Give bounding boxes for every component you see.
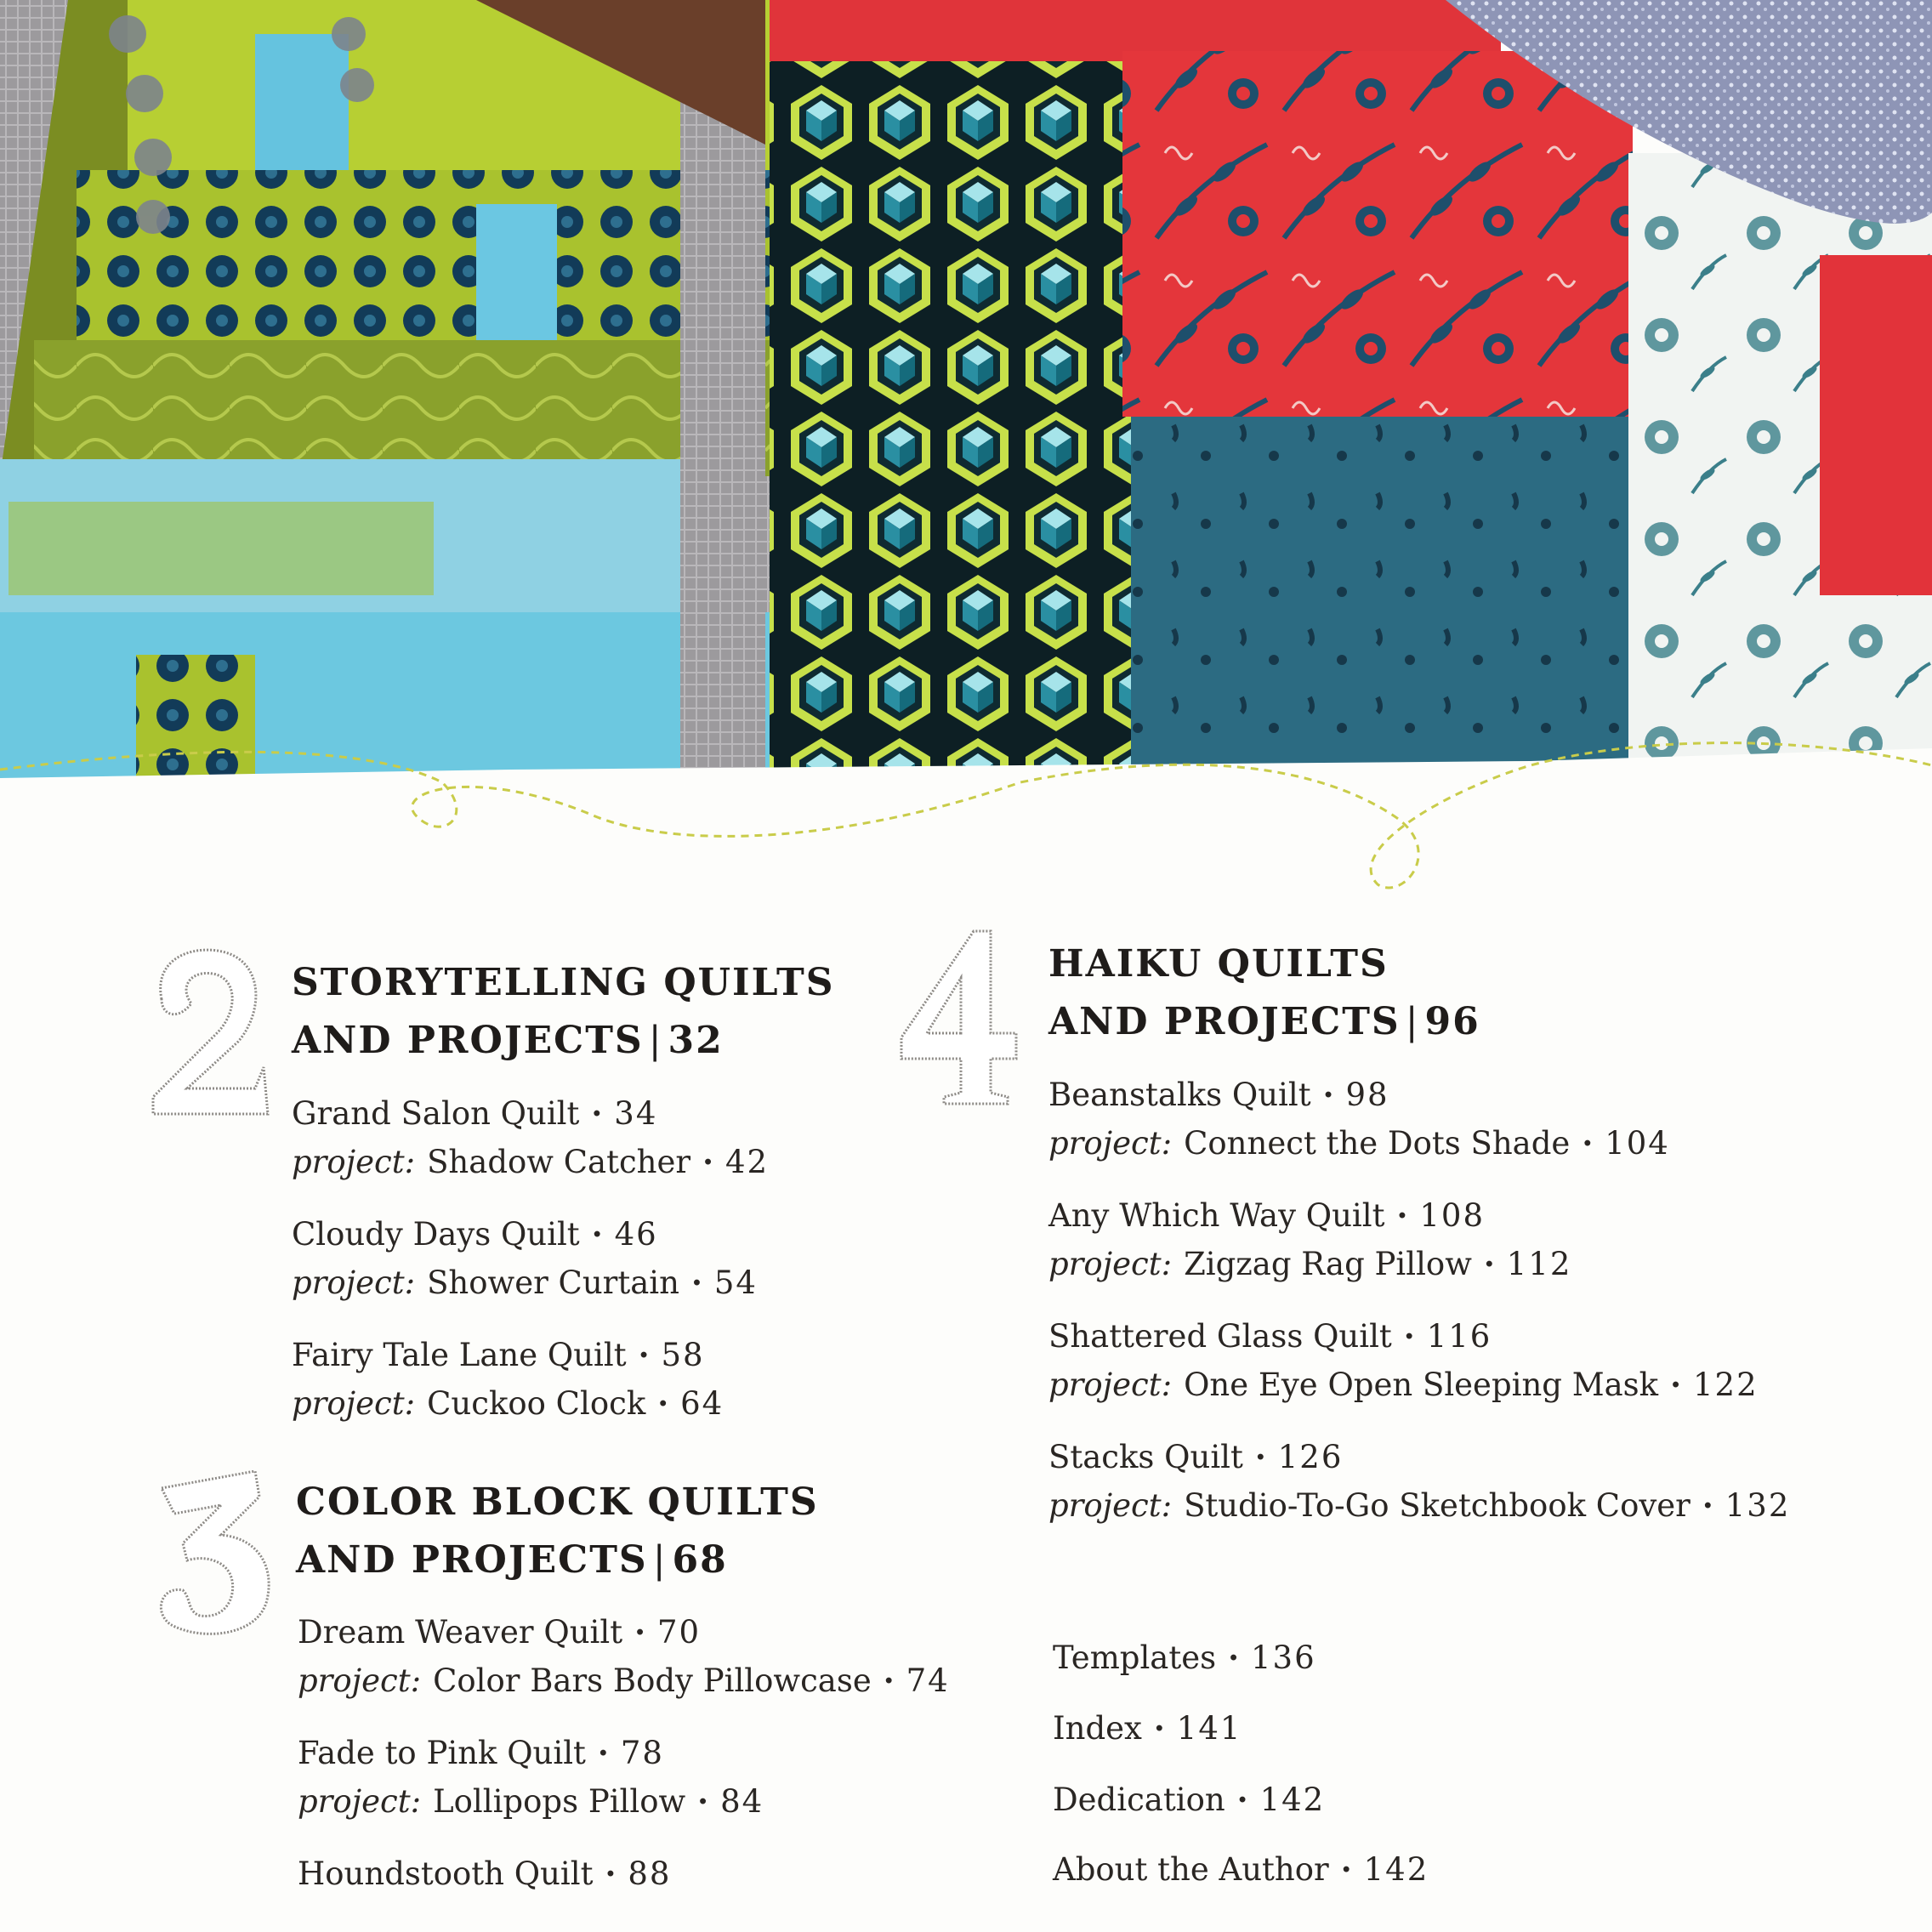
toc-entry-name: Stacks Quilt [1048, 1439, 1243, 1475]
separator-dot: · [1702, 1486, 1713, 1524]
separator-dot: · [638, 1336, 650, 1373]
chapter-4-title-line1: HAIKU QUILTS [1048, 942, 1389, 986]
toc-entry[interactable] [1048, 1190, 1485, 1241]
toc-entry[interactable] [1053, 1703, 1242, 1753]
project-label: project: [1048, 1246, 1173, 1282]
toc-entry-page: 132 [1725, 1487, 1791, 1524]
chapter-3-page: 68 [672, 1538, 728, 1582]
toc-entry-name: Houndstooth Quilt [298, 1855, 594, 1892]
toc-entry-name: Grand Salon Quilt [292, 1095, 580, 1132]
toc-entry-name: Zigzag Rag Pillow [1184, 1246, 1472, 1282]
toc-entry-name: Any Which Way Quilt [1048, 1197, 1385, 1234]
chapter-3-title-line1: COLOR BLOCK QUILTS [296, 1480, 819, 1524]
separator-dot: · [1254, 1438, 1266, 1475]
toc-entry[interactable] [1048, 1480, 1790, 1531]
toc-entry[interactable] [298, 1776, 764, 1827]
toc-entry-name: Studio-To-Go Sketchbook Cover [1184, 1487, 1690, 1524]
toc-entry[interactable] [292, 1137, 769, 1187]
toc-entry-page: 46 [614, 1216, 658, 1253]
toc-entry-page: 142 [1259, 1781, 1326, 1818]
toc-entry-page: 34 [614, 1095, 658, 1132]
toc-entry-page: 70 [656, 1614, 702, 1651]
separator-dot: · [883, 1662, 895, 1699]
chapter-2-page: 32 [668, 1019, 724, 1062]
chapter-2-title[interactable]: STORYTELLING QUILTS AND PROJECTS | 32 [292, 954, 834, 1070]
project-label: project: [298, 1662, 422, 1699]
project-label: project: [292, 1264, 416, 1301]
toc-entry[interactable] [292, 1330, 705, 1380]
toc-entry-name: Templates [1053, 1639, 1217, 1676]
toc-entry-name: Shadow Catcher [427, 1144, 691, 1180]
toc-entry-name: Color Bars Body Pillowcase [433, 1662, 872, 1699]
toc-entry-name: Cloudy Days Quilt [292, 1216, 580, 1253]
toc-entry-page: 142 [1363, 1851, 1429, 1888]
project-label: project: [1048, 1487, 1173, 1524]
separator-dot: · [697, 1782, 709, 1820]
project-label: project: [1048, 1125, 1173, 1162]
toc-entry-page: 141 [1176, 1710, 1242, 1747]
toc-entry[interactable] [1048, 1070, 1389, 1120]
chapter-2-title-line1: STORYTELLING QUILTS [292, 961, 835, 1004]
toc-entry-page: 84 [720, 1783, 764, 1820]
toc-entry-page: 58 [661, 1337, 705, 1373]
toc-entry-name: Fade to Pink Quilt [298, 1735, 586, 1771]
toc-entry-name: Cuckoo Clock [427, 1385, 646, 1422]
toc-entry-name: Shattered Glass Quilt [1048, 1318, 1392, 1355]
toc-entry[interactable] [1053, 1844, 1429, 1895]
separator-dot: · [1670, 1366, 1681, 1403]
chapter-number-2-outline [145, 940, 272, 1118]
chapter-2-title-line2: AND PROJECTS [292, 1019, 644, 1062]
toc-entry[interactable] [298, 1849, 671, 1899]
toc-entry-name: Connect the Dots Shade [1184, 1125, 1571, 1162]
chapter-number-3-outline [149, 1463, 276, 1641]
toc-entry[interactable] [292, 1378, 724, 1429]
toc-entry[interactable] [292, 1209, 658, 1259]
separator-dot: · [1322, 1076, 1334, 1113]
toc-entry-name: Fairy Tale Lane Quilt [292, 1337, 627, 1373]
separator-dot: · [657, 1384, 669, 1422]
separator-dot: · [1396, 1196, 1408, 1234]
toc-entry-name: Dedication [1053, 1781, 1225, 1818]
toc-entry[interactable] [298, 1607, 701, 1657]
toc-entry-name: Dream Weaver Quilt [298, 1614, 623, 1651]
separator-dot: · [1153, 1709, 1165, 1747]
separator-dot: · [1403, 1317, 1415, 1355]
toc-entry[interactable] [298, 1656, 950, 1706]
separator-dot: · [591, 1215, 603, 1253]
toc-entry[interactable] [1048, 1118, 1670, 1168]
project-label: project: [1048, 1367, 1173, 1403]
toc-entry[interactable] [1053, 1775, 1325, 1825]
toc-entry-page: 136 [1251, 1639, 1316, 1676]
toc-entry[interactable] [1048, 1360, 1759, 1410]
quilt-photo [0, 0, 1932, 901]
toc-entry-page: 88 [628, 1855, 672, 1892]
toc-entry[interactable] [292, 1088, 657, 1139]
project-label: project: [298, 1783, 422, 1820]
toc-entry-page: 74 [906, 1662, 950, 1699]
separator-dot: · [690, 1264, 702, 1301]
separator-dot: · [702, 1143, 713, 1180]
toc-entry-page: 104 [1605, 1125, 1670, 1162]
chapter-4-title[interactable]: HAIKU QUILTS AND PROJECTS | 96 [1048, 935, 1480, 1051]
separator-dot: · [1228, 1639, 1240, 1676]
toc-entry-page: 98 [1345, 1077, 1389, 1113]
toc-entry-name: Beanstalks Quilt [1048, 1077, 1311, 1113]
toc-entry[interactable] [1048, 1239, 1571, 1289]
chapter-number-4-outline [893, 927, 1020, 1105]
separator-dot: · [1236, 1781, 1248, 1818]
toc-entry[interactable] [292, 1258, 758, 1308]
toc-entry[interactable] [298, 1728, 664, 1778]
separator-dot: · [1582, 1124, 1594, 1162]
separator-dot: · [1483, 1245, 1495, 1282]
project-label: project: [292, 1144, 416, 1180]
toc-entry-page: 54 [713, 1264, 758, 1301]
toc-entry-page: 116 [1426, 1318, 1492, 1355]
separator-dot: · [605, 1855, 617, 1892]
toc-entry-name: Shower Curtain [427, 1264, 679, 1301]
separator-dot: · [634, 1613, 645, 1651]
toc-entry[interactable] [1048, 1311, 1492, 1361]
toc-entry-page: 122 [1693, 1367, 1759, 1403]
toc-entry[interactable] [1048, 1432, 1343, 1482]
toc-entry-name: One Eye Open Sleeping Mask [1184, 1367, 1659, 1403]
separator-dot: · [597, 1734, 609, 1771]
chapter-4-page: 96 [1424, 1000, 1480, 1043]
toc-entry-page: 42 [724, 1144, 770, 1180]
toc-entry[interactable] [1053, 1633, 1316, 1683]
project-label: project: [292, 1385, 416, 1422]
chapter-3-title-line2: AND PROJECTS [296, 1538, 648, 1582]
toc-entry-name: Index [1053, 1710, 1142, 1747]
separator-dot: · [1340, 1850, 1352, 1888]
toc-entry-page: 126 [1277, 1439, 1344, 1475]
toc-entry-name: About the Author [1053, 1851, 1329, 1888]
toc-entry-page: 108 [1419, 1197, 1485, 1234]
toc-entry-page: 64 [680, 1385, 724, 1422]
toc-entry-name: Lollipops Pillow [433, 1783, 686, 1820]
toc-entry-page: 78 [620, 1735, 664, 1771]
chapter-4-title-line2: AND PROJECTS [1048, 1000, 1401, 1043]
separator-dot: · [591, 1094, 603, 1132]
toc-entry-page: 112 [1506, 1246, 1572, 1282]
chapter-3-title[interactable]: COLOR BLOCK QUILTS AND PROJECTS | 68 [296, 1474, 819, 1589]
